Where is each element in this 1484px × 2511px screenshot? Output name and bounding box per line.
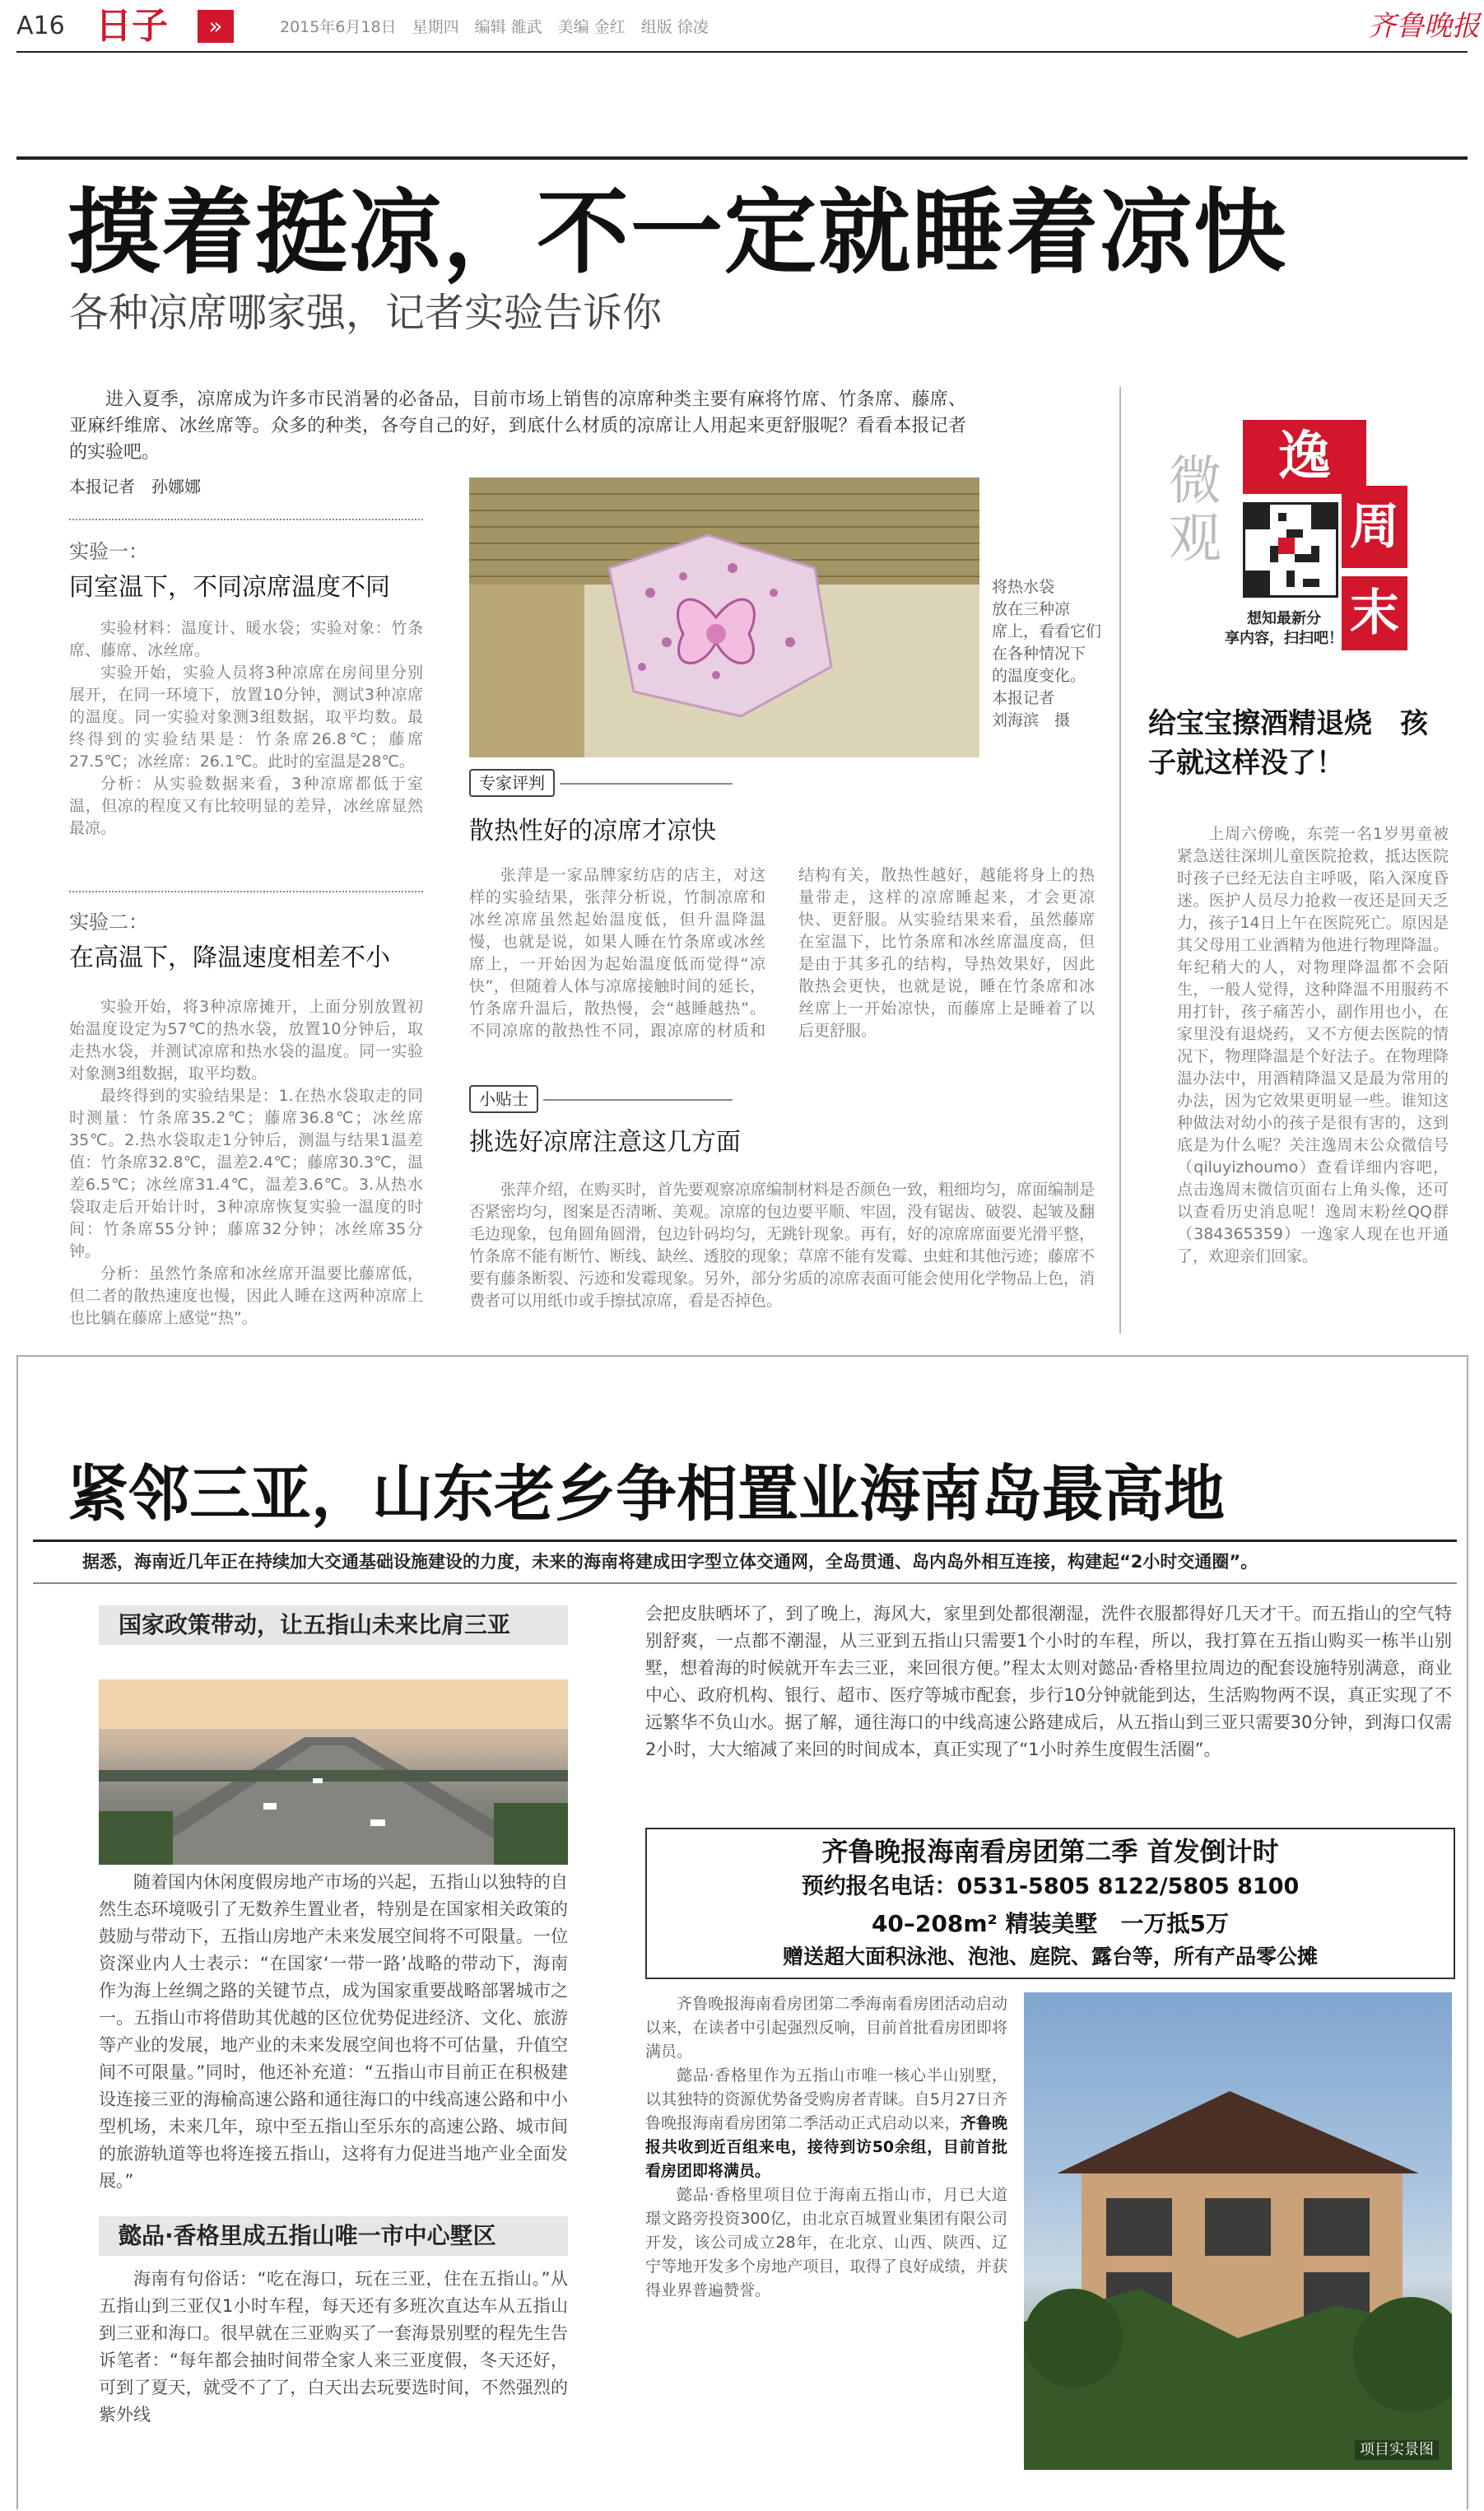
exp2-para: 分析：虽然竹条席和冰丝席开温要比藤席低，但二者的散热速度也慢，因此人睡在这两种凉席上也比躺在藤席上感觉“热”。 bbox=[69, 1265, 423, 1327]
exp1-kicker: 实验一： bbox=[69, 540, 148, 563]
house-photo-caption: 项目实景图 bbox=[1355, 2440, 1439, 2460]
col2b-highlight: 齐鲁晚报共收到近百组来电，接待到访50余组，目前首批看房团即将满员。 bbox=[645, 2114, 1007, 2180]
weizhoumo-zhou: 周 bbox=[1342, 486, 1407, 568]
article2-lead: 据悉，海南近几年正在持续加大交通基础设施建设的力度，未来的海南将建成田字型立体交通网，全岛贯通、岛内岛外相互连接，构建起“2小时交通圈”。 bbox=[82, 1552, 1258, 1572]
exp1-para: 实验材料：温度计、暖水袋；实验对象：竹条席、藤席、冰丝席。 bbox=[69, 619, 423, 659]
page-number: A16 bbox=[16, 12, 65, 40]
article2-headline: 紧邻三亚，山东老乡争相置业海南岛最高地 bbox=[67, 1459, 1225, 1530]
exp1-body bbox=[69, 617, 423, 840]
ad-gift: 赠送超大面积泳池、泡池、庭院、露台等，所有产品零公摊 bbox=[782, 1945, 1318, 1968]
exp2-kicker: 实验二： bbox=[69, 911, 148, 934]
house-photo bbox=[1024, 1992, 1452, 2470]
section-name: 日子 bbox=[95, 5, 168, 47]
column-separator bbox=[1119, 387, 1121, 1334]
qr-caption-line: 想知最新分 bbox=[1247, 610, 1321, 627]
expert-label: 专家评判 bbox=[469, 769, 555, 797]
caption-line: 放在三种凉 bbox=[992, 600, 1071, 618]
expert-title: 散热性好的凉席才凉快 bbox=[469, 817, 716, 846]
page-meta: 2015年6月18日 星期四 编辑 雒武 美编 金红 组版 徐凌 bbox=[280, 18, 709, 36]
exp1-divider bbox=[69, 519, 423, 520]
paper-name-logo: 齐鲁晚报 bbox=[1368, 10, 1480, 43]
qr-code[interactable] bbox=[1243, 502, 1338, 598]
qr-caption-line: 享内容，扫扫吧！ bbox=[1225, 630, 1343, 647]
article2-lead-rule bbox=[33, 1540, 1457, 1542]
weizhoumo-logo-block: 逸 bbox=[1243, 420, 1366, 494]
exp1-title: 同室温下，不同凉席温度不同 bbox=[69, 573, 390, 602]
exp2-title: 在高温下，降温速度相差不小 bbox=[69, 943, 390, 972]
weizhoumo-mo: 末 bbox=[1342, 576, 1407, 650]
article1-lead: 进入夏季，凉席成为许多市民消暑的必备品，目前市场上销售的凉席种类主要有麻将竹席、竹条席、藤席、亚麻纤维席、冰丝席等。众多的种类，各夸自己的好，到底什么材质的凉席让人用起来更舒服呢？看看本报记者的实验吧。 bbox=[69, 389, 966, 463]
section1-banner: 国家政策带动，让五指山未来比肩三亚 bbox=[99, 1605, 568, 1645]
exp2-divider bbox=[69, 891, 423, 892]
exp2-para: 最终得到的实验结果是：1.在热水袋取走的同时测量：竹条席35.2℃；藤席36.8℃；冰丝席35℃。2.热水袋取走1分钟后，测温与结果1温差值：竹条席32.8℃，温差2.4℃；藤席30.3℃，温差6.5℃；冰丝席31.4℃，温差3.6℃。3.从热水袋取走后开始计时，3种凉席恢复实验一温度的时间：竹条席55分钟；藤席32分钟；冰丝席35分钟。 bbox=[69, 1087, 423, 1260]
article1-subhead: 各种凉席哪家强，记者实验告诉你 bbox=[69, 290, 663, 336]
caption-line: 在各种情况下 bbox=[992, 645, 1086, 663]
article1-byline: 本报记者 孙娜娜 bbox=[69, 477, 201, 496]
col2b-text bbox=[645, 1992, 1007, 2303]
header-rule bbox=[16, 51, 1468, 53]
tips-body: 张萍介绍，在购买时，首先要观察凉席编制材料是否颜色一致，粗细均匀，席面编制是否紧密均匀，图案是否清晰、美观。凉席的包边要平顺、牢固，没有锯齿、破裂、起皱及翻毛边现象，包角圆角圆滑，包边针码均匀，无跳针现象。再有，好的凉席席面要光滑平整，竹条席不能有断竹、断线、缺丝、透胶的现象；草席不能有发霉、虫蛀和其他污迹；藤席不要有藤条断裂、污迹和发霉现象。另外，部分劣质的凉席表面可能会使用化学物品上色，消费者可以用纸巾或手擦拭凉席，看是否掉色。 bbox=[469, 1181, 1096, 1310]
side-story-title: 给宝宝擦酒精退烧 孩子就这样没了！ bbox=[1148, 707, 1428, 780]
side-story-body: 上周六傍晚，东莞一名1岁男童被紧急送往深圳儿童医院抢救，抵达医院时孩子已经无法自主呼吸，陷入深度昏迷。医护人员尽力抢救一夜还是回天乏力，孩子14日上午在医院死亡。原因是其父母用工业酒精为他进行物理降温。年纪稍大的人，对物理降温都不会陌生，一般人觉得，这种降温不用服药不用打针，孩子痛苦小，副作用也小，在家里没有退烧药，又不方便去医院的情况下，物理降温是个好法子。在物理降温办法中，用酒精降温又是最为常用的办法，因为它效果更明显一些。谁知这种做法对幼小的孩子是很有害的，这到底是为什么呢？关注逸周末公众微信号（qiluyizhoumo）查看详细内容吧，点击逸周末微信页面右上角头像，还可以查看历史消息呢！逸周末粉丝QQ群（384365359）一逸家人现在也开通了，欢迎亲们回家。 bbox=[1177, 825, 1449, 1265]
weizhoumo-promo bbox=[1136, 403, 1465, 675]
ad-box bbox=[645, 1828, 1455, 1979]
col2-body: 会把皮肤晒坏了，到了晚上，海风大，家里到处都很潮湿，洗件衣服都得好几天才干。而五指山的空气特别舒爽，一点都不潮湿，从三亚到五指山只需要1个小时的车程，所以，我打算在五指山购买一栋半山别墅，想着海的时候就开车去三亚，来回很方便。”程太太则对懿品·香格里拉周边的配套设施特别满意，商业中心、政府机构、银行、超市、医疗等城市配套，步行10分钟就能到达，生活购物两不误，真正实现了不远繁华不负山水。据了解，通往海口的中线高速公路建成后，从五指山到三亚只需要30分钟，到海口仅需2小时，大大缩减了来回的时间成本，真正实现了“1小时养生度假生活圈”。 bbox=[645, 1604, 1452, 1759]
highway-photo bbox=[99, 1679, 568, 1865]
tips-title: 挑选好凉席注意这几方面 bbox=[469, 1128, 741, 1157]
caption-line: 刘海滨 摄 bbox=[992, 711, 1071, 729]
caption-line: 将热水袋 bbox=[992, 578, 1055, 596]
expert-body: 张萍是一家品牌家纺店的店主，对这样的实验结果，张萍分析说，竹制凉席和冰丝凉席虽然起始温度低，但升温降温慢，也就是说，如果人睡在竹条席或冰丝席上，一开始因为起始温度低而觉得“凉快”，但随着人体与凉席接触时间的延长，竹条席升温后，散热慢，会“越睡越热”。不同凉席的散热性不同，跟凉席的材质和结构有关，散热性越好，越能将身上的热量带走，这样的凉席睡起来，才会更凉快、更舒服。从实验结果来看，虽然藤席在室温下，比竹条席和冰丝席温度高，但是由于其多孔的结构，导热效果好，因此散热会更快，也就是说，睡在竹条席和冰丝席上一开始凉快，而藤席上是睡着了以后更舒服。 bbox=[469, 866, 1095, 1040]
exp1-para: 实验开始，实验人员将3种凉席在房间里分别展开，在同一环境下，放置10分钟，测试3种凉席的温度。同一实验对象测3组数据，取平均数。最终得到的实验结果是：竹条席26.8℃；藤席27.5℃；冰丝席：26.1℃。此时的室温是28℃。 bbox=[69, 664, 423, 771]
section1-body: 随着国内休闲度假房地产市场的兴起，五指山以独特的自然生态环境吸引了无数养生置业者，特别是在国家相关政策的鼓励与带动下，五指山房地产未来发展空间将不可限量。一位资深业内人士表示：“在国家‘一带一路’战略的带动下，海南作为海上丝绸之路的关键节点，成为国家重要战略部署城市之一。五指山市将借助其优越的区位优势促进经济、文化、旅游等产业的发展，地产业的未来发展空间也将不可估量，升值空间不可限量。”同时，他还补充道：“五指山市目前正在积极建设连接三亚的海榆高速公路和通往海口的中线高速公路和中小型机场，未来几年，琼中至五指山至乐东的高速公路、城市间的旅游轨道等也将连接五指山，这将有力促进当地产业全面发展。” bbox=[99, 1872, 568, 2191]
exp2-para: 实验开始，将3种凉席摊开，上面分别放置初始温度设定为57℃的热水袋，放置10分钟后，取走热水袋，并测试凉席和热水袋的温度。同一实验对象测3组数据，取平均数。 bbox=[69, 998, 423, 1083]
exp1-para: 分析：从实验数据来看，3种凉席都低于室温，但凉的程度又有比较明显的差异，冰丝席显然最凉。 bbox=[69, 775, 423, 837]
exp2-body bbox=[69, 996, 423, 1330]
col2b-para: 懿品·香格里项目位于海南五指山市，月已大道璟文路旁投资300亿，由北京百城置业集团有限公司开发，该公司成立28年，在北京、山西、陕西、辽宁等地开发多个房地产项目，取得了良好成绩，并获得业界普遍赞誉。 bbox=[645, 2186, 1007, 2299]
article1-top-rule bbox=[16, 156, 1468, 160]
col2b-para bbox=[645, 2064, 1007, 2183]
tips-label: 小贴士 bbox=[469, 1085, 538, 1113]
tips-label-rule bbox=[543, 1099, 733, 1101]
section2-body: 海南有句俗话：“吃在海口，玩在三亚，住在五指山。”从五指山到三亚仅1小时车程，每天还有多班次直达车从五指山到三亚和海口。很早就在三亚购买了一套海景别墅的程先生告诉笔者：“每年都会抽时间带全家人来三亚度假，冬天还好，可到了夏天，就受不了了，白天出去玩要选时间，不然强烈的紫外线 bbox=[99, 2269, 568, 2425]
col2b-para: 齐鲁晚报海南看房团第二季海南看房团活动启动以来，在读者中引起强烈反响，目前首批看房团即将满员。 bbox=[645, 1995, 1007, 2061]
expert-label-rule bbox=[560, 783, 733, 785]
caption-line: 的温度变化。 bbox=[992, 667, 1086, 685]
ad-phone: 预约报名电话：0531-5805 8122/5805 8100 bbox=[801, 1874, 1300, 1899]
qr-caption bbox=[1218, 609, 1350, 649]
weizhoumo-wei: 微 bbox=[1169, 451, 1221, 512]
article1-headline: 摸着挺凉，不一定就睡着凉快 bbox=[67, 179, 1287, 287]
weizhoumo-guan: 观 bbox=[1169, 509, 1221, 570]
article2-lead-rule-bottom bbox=[33, 1582, 1457, 1584]
ad-title: 齐鲁晚报海南看房团第二季 首发倒计时 bbox=[821, 1836, 1279, 1867]
pillow-photo bbox=[469, 478, 979, 757]
section-chevron-icon: » bbox=[198, 10, 234, 43]
section2-banner: 懿品·香格里成五指山唯一市中心墅区 bbox=[99, 2216, 568, 2256]
pillow-photo-caption bbox=[992, 576, 1101, 732]
col2b-text-span: 懿品·香格里作为五指山市唯一核心半山别墅，以其独特的资源优势备受购房者青睐。自5月27日齐鲁晚报海南看房团第二季活动正式启动以来， bbox=[645, 2066, 1007, 2132]
caption-line: 席上，看看它们 bbox=[992, 622, 1102, 641]
caption-line: 本报记者 bbox=[992, 689, 1055, 707]
ad-offer: 40–208m² 精装美墅 一万抵5万 bbox=[871, 1910, 1230, 1937]
